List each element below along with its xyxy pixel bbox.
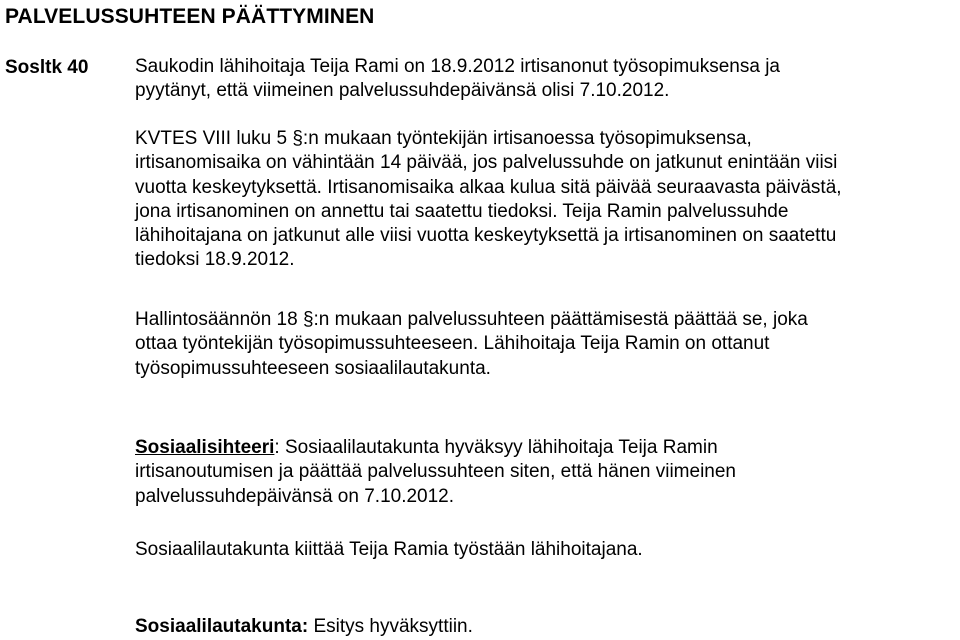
decision-label: Sosiaalilautakunta: [135, 616, 309, 637]
paragraph-thanks [135, 538, 955, 562]
text-line: Sosiaalilautakunta kiittää Teija Ramia työstään lähihoitajana. [135, 539, 643, 560]
text-line: Saukodin lähihoitaja Teija Rami on 18.9.2012 irtisanonut työsopimuksensa ja [135, 56, 780, 77]
text-line: työsopimussuhteeseen sosiaalilautakunta. [135, 357, 491, 379]
text-line: ottaa työntekijän työsopimussuhteeseen. Lähihoitaja Teija Ramin on ottanut [135, 333, 770, 355]
paragraph-decision [135, 615, 955, 639]
text-line: irtisanoutumisen ja päättää palvelussuhteen siten, että hänen viimeinen [135, 461, 736, 483]
paragraph-administrative-rule [135, 308, 955, 381]
text-line: palvelussuhdepäivänsä on 7.10.2012. [135, 485, 455, 507]
text-line [135, 615, 955, 639]
paragraph-legal-basis [135, 127, 955, 273]
paragraph-proposal [135, 436, 955, 509]
document-heading: PALVELUSSUHTEEN PÄÄTTYMINEN [5, 5, 375, 28]
decision-text: Esitys hyväksyttiin. [308, 616, 473, 637]
text-line: irtisanomisaika on vähintään 14 päivää, jos palvelussuhde on jatkunut enintään viisi [135, 152, 838, 174]
text-line: tiedoksi 18.9.2012. [135, 249, 295, 271]
text-line: KVTES VIII luku 5 §:n mukaan työntekijän irtisanoessa työsopimuksensa, [135, 128, 752, 149]
text-line: Hallintosäännön 18 §:n mukaan palvelussuhteen päättämisestä päättää se, joka [135, 309, 808, 330]
proposer-label: Sosiaalisihteeri [135, 437, 275, 458]
text-line: vuotta keskeytyksettä. Irtisanomisaika alkaa kulua sitä päivää seuraavasta päivästä, [135, 176, 842, 198]
text-line: pyytänyt, että viimeinen palvelussuhdepäivänsä olisi 7.10.2012. [135, 80, 670, 102]
paragraph-request [135, 55, 955, 104]
proposal-text: : Sosiaalilautakunta hyväksyy lähihoitaja Teija Ramin [274, 437, 718, 458]
text-line [135, 436, 955, 460]
section-code: Sosltk 40 [5, 57, 89, 78]
text-line: jona irtisanominen on annettu tai saatettu tiedoksi. Teija Ramin palvelussuhde [135, 200, 789, 222]
text-line: lähihoitajana on jatkunut alle viisi vuotta keskeytyksettä ja irtisanominen on saatettu [135, 225, 837, 247]
